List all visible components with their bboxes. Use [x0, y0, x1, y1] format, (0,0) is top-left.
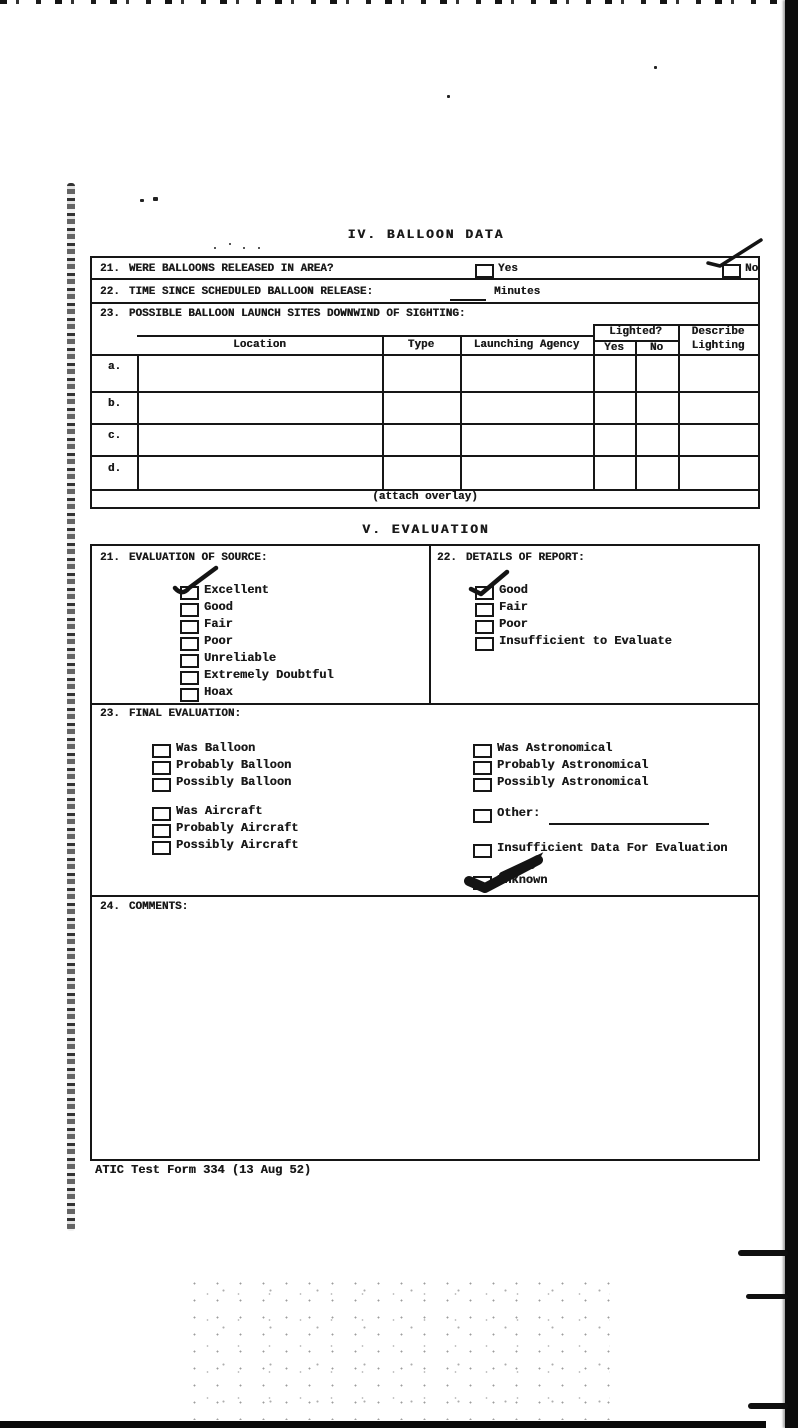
section-v-title: V. EVALUATION [362, 522, 490, 537]
table-line [137, 335, 593, 337]
q24-number: 24. [100, 901, 120, 913]
final-probably-aircraft-checkbox[interactable] [152, 824, 171, 838]
q23-number: 23. [100, 708, 120, 720]
q23-launch-sites-label: 23. POSSIBLE BALLOON LAUNCH SITES DOWNWIND OF SIGHTING: [100, 308, 466, 320]
table-row-label-c: c. [107, 430, 122, 442]
source-unreliable-checkbox[interactable] [180, 654, 199, 668]
row-divider [92, 278, 758, 280]
q22-details-of-report-label: 22. DETAILS OF REPORT: [437, 552, 585, 564]
final-was-aircraft-label: Was Aircraft [176, 804, 263, 818]
table-row-label-a: a. [107, 361, 122, 373]
report-fair-checkbox[interactable] [475, 603, 494, 617]
row-divider [92, 302, 758, 304]
col-header-lighted: Lighted? [609, 326, 662, 338]
q24-comments-label: 24. COMMENTS: [100, 901, 189, 913]
final-possibly-balloon-label: Possibly Balloon [176, 775, 292, 789]
q22-number: 22. [100, 286, 120, 298]
final-was-balloon-checkbox[interactable] [152, 744, 171, 758]
q21-balloons-released-label: 21. WERE BALLOONS RELEASED IN AREA? [100, 263, 334, 275]
scan-speck [258, 247, 260, 249]
final-was-balloon-label: Was Balloon [176, 741, 256, 755]
source-extremely-doubtful-checkbox[interactable] [180, 671, 199, 685]
col-header-location: Location [233, 339, 286, 351]
attach-overlay-note: (attach overlay) [372, 491, 478, 503]
q22-minutes-unit-label: Minutes [494, 286, 541, 298]
source-fair-checkbox[interactable] [180, 620, 199, 634]
final-possibly-astronomical-checkbox[interactable] [473, 778, 492, 792]
form-id-footer: ATIC Test Form 334 (13 Aug 52) [95, 1163, 312, 1177]
col-header-launching-agency: Launching Agency [473, 339, 580, 351]
scan-left-binding-strip [67, 183, 75, 1231]
final-was-astronomical-label: Was Astronomical [497, 741, 613, 755]
final-possibly-balloon-checkbox[interactable] [152, 778, 171, 792]
balloon-data-box [90, 256, 760, 509]
report-good-checkbox[interactable] [475, 586, 494, 600]
q22-number: 22. [437, 552, 457, 564]
col-header-describe-lighting: Lighting [691, 340, 745, 352]
scan-speck [140, 199, 144, 202]
report-insufficient-checkbox[interactable] [475, 637, 494, 651]
final-possibly-astronomical-label: Possibly Astronomical [497, 775, 649, 789]
final-was-astronomical-checkbox[interactable] [473, 744, 492, 758]
table-line [137, 354, 139, 489]
comments-blank-area[interactable] [96, 918, 752, 1154]
section-iv-title: IV. BALLOON DATA [347, 227, 505, 242]
scan-speck [447, 95, 450, 98]
q21-yes-checkbox[interactable] [475, 264, 494, 278]
final-possibly-aircraft-checkbox[interactable] [152, 841, 171, 855]
final-unknown-label: Unknown [497, 873, 548, 887]
scan-speck [214, 247, 216, 249]
report-fair-label: Fair [499, 600, 528, 614]
q21-no-checkbox[interactable] [722, 264, 741, 278]
final-unknown-checkbox[interactable] [473, 876, 492, 890]
report-poor-label: Poor [499, 617, 528, 631]
final-other-label: Other: [497, 806, 541, 820]
row-divider [92, 895, 758, 897]
col-header-yes: Yes [604, 342, 624, 354]
source-poor-label: Poor [204, 634, 233, 648]
report-insufficient-label: Insufficient to Evaluate [499, 634, 672, 648]
final-insufficient-data-checkbox[interactable] [473, 844, 492, 858]
scan-right-tick [738, 1250, 788, 1256]
table-line [92, 354, 758, 356]
scan-right-tick [748, 1403, 788, 1409]
q22-time-since-release-label: 22. TIME SINCE SCHEDULED BALLOON RELEASE: [100, 286, 374, 298]
table-line [460, 335, 462, 489]
final-probably-balloon-label: Probably Balloon [176, 758, 292, 772]
column-divider [429, 546, 431, 703]
source-good-label: Good [204, 600, 233, 614]
col-header-type: Type [407, 339, 435, 351]
q23-final-evaluation-label: 23. FINAL EVALUATION: [100, 708, 242, 720]
final-probably-astronomical-label: Probably Astronomical [497, 758, 649, 772]
table-line [382, 335, 384, 489]
final-possibly-aircraft-label: Possibly Aircraft [176, 838, 299, 852]
source-hoax-checkbox[interactable] [180, 688, 199, 702]
final-probably-balloon-checkbox[interactable] [152, 761, 171, 775]
table-line [92, 391, 758, 393]
q22-minutes-blank-field[interactable] [450, 299, 486, 301]
scan-right-edge-bar [785, 0, 798, 1428]
scan-noise-field [180, 1270, 610, 1420]
source-excellent-label: Excellent [204, 583, 269, 597]
source-fair-label: Fair [204, 617, 233, 631]
report-good-label: Good [499, 583, 528, 597]
scan-right-tick [746, 1294, 788, 1299]
final-insufficient-data-label: Insufficient Data For Evaluation [497, 841, 728, 855]
scan-top-edge-dashes [0, 0, 800, 4]
table-line [92, 455, 758, 457]
col-header-no: No [649, 342, 664, 354]
row-divider [92, 703, 758, 705]
evaluation-box [90, 544, 760, 1161]
q21-yes-label: Yes [498, 263, 518, 275]
scan-speck [229, 243, 231, 245]
final-was-aircraft-checkbox[interactable] [152, 807, 171, 821]
source-unreliable-label: Unreliable [204, 651, 277, 665]
scan-speck [654, 66, 657, 69]
q23-number: 23. [100, 308, 120, 320]
source-poor-checkbox[interactable] [180, 637, 199, 651]
source-good-checkbox[interactable] [180, 603, 199, 617]
final-probably-astronomical-checkbox[interactable] [473, 761, 492, 775]
final-other-blank-field[interactable] [549, 823, 709, 825]
table-row-label-b: b. [107, 398, 122, 410]
table-row-label-d: d. [107, 463, 122, 475]
source-extremely-doubtful-label: Extremely Doubtful [204, 668, 334, 682]
final-probably-aircraft-label: Probably Aircraft [176, 821, 299, 835]
q21-number: 21. [100, 263, 120, 275]
scan-speck [243, 247, 245, 249]
scan-bottom-edge-bar [0, 1421, 766, 1428]
q21-evaluation-of-source-label: 21. EVALUATION OF SOURCE: [100, 552, 268, 564]
source-hoax-label: Hoax [204, 685, 233, 699]
col-header-describe-lighting: Describe [691, 326, 745, 338]
table-line [92, 423, 758, 425]
source-excellent-checkbox[interactable] [180, 586, 199, 600]
table-line [635, 340, 637, 489]
q21-number: 21. [100, 552, 120, 564]
scan-speck [153, 197, 158, 201]
report-poor-checkbox[interactable] [475, 620, 494, 634]
final-other-checkbox[interactable] [473, 809, 492, 823]
q21-no-label: No [745, 263, 759, 275]
